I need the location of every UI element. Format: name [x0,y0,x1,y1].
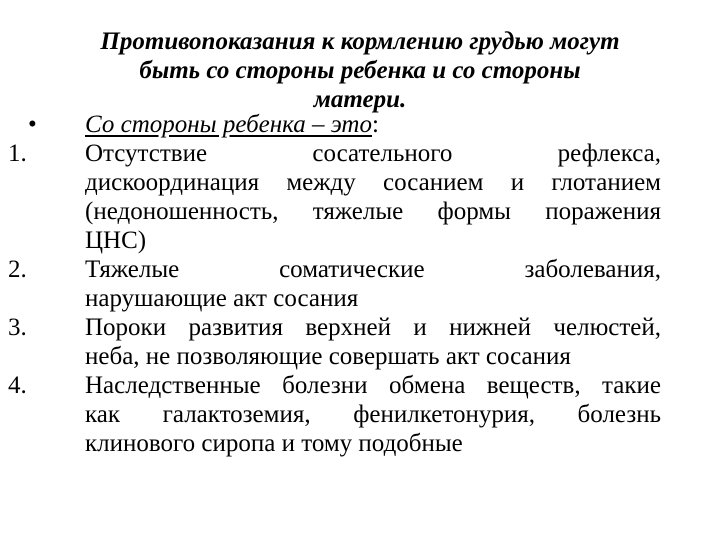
list-item-text [85,255,661,313]
list-item-line: как галактоземия, фенилкетонурия, болезнь [85,401,661,428]
list-item-text [85,313,661,371]
list-item-line: нарушающие акт сосания [85,285,359,312]
title-line: Противопоказания к кормлению грудью могут [100,28,620,55]
list-item-line: (недоношенность, тяжелые формы поражения [85,198,661,225]
list-item-line: неба, не позволяющие совершать акт сосания [85,343,571,370]
lead-text [85,110,661,139]
list-number: 4. [8,372,27,399]
list-item-line: ЦНС) [85,227,147,254]
list-item-line: клинового сиропа и тому подобные [85,430,463,457]
bullet-marker: • [28,111,37,138]
title-line: быть со стороны ребенка и со стороны [139,57,581,84]
lead-suffix: : [372,111,379,138]
list-number: 2. [8,256,27,283]
list-number: 1. [8,140,27,167]
title-line: матери. [313,86,407,113]
lead-phrase: Со стороны ребенка – это [85,111,372,138]
list-item-line: Тяжелые соматические заболевания, [85,256,661,283]
list-number: 3. [8,314,27,341]
list-item-line: Отсутствие сосательного рефлекса, [85,140,661,167]
list-item-text [85,371,661,458]
list-item-text [85,139,661,255]
list-item-line: дискоординация между сосанием и глотанием [85,169,661,196]
slide-title [40,27,680,114]
list-item-line: Наследственные болезни обмена веществ, такие [85,372,661,399]
list-item-line: Пороки развития верхней и нижней челюстей, [85,314,661,341]
